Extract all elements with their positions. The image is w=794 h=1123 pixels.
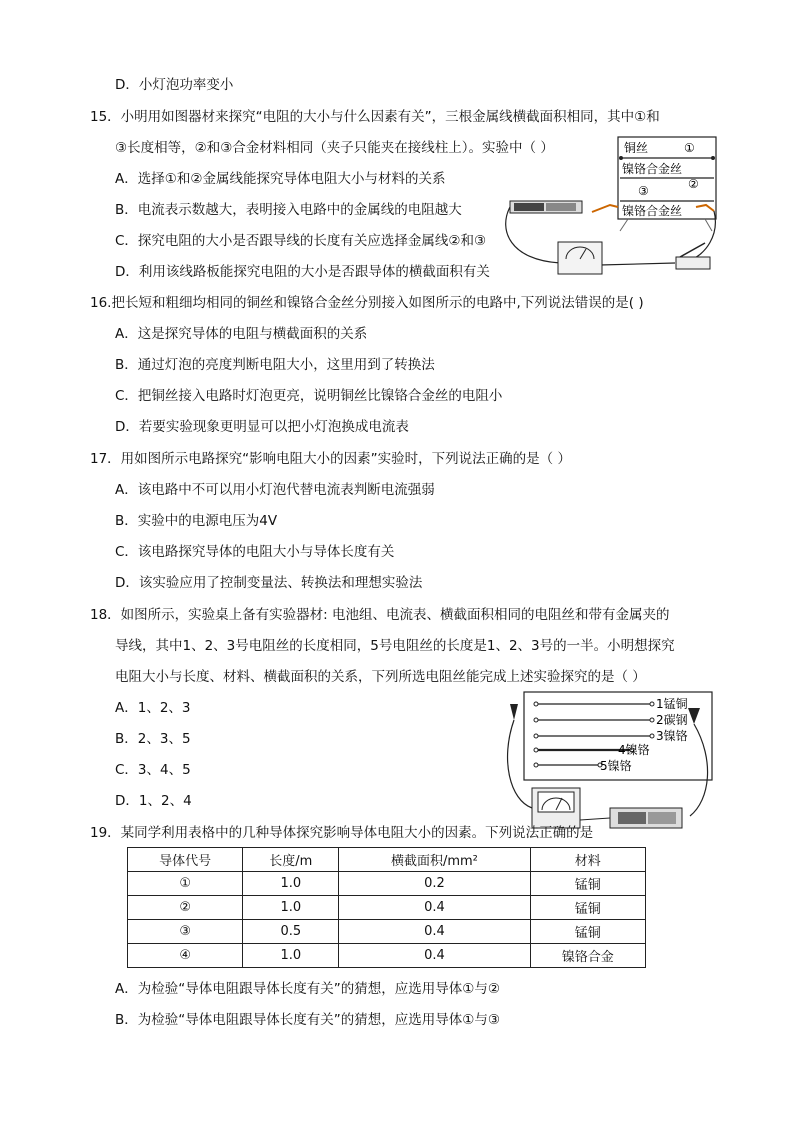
cell: 0.5 [243, 920, 339, 944]
q19-stem: 19．某同学利用表格中的几种导体探究影响导体电阻大小的因素。下列说法正确的是 [90, 825, 594, 841]
cell: 锰铜 [530, 920, 645, 944]
cell: 1.0 [243, 896, 339, 920]
q17-stem: 17．用如图所示电路探究“影响电阻大小的因素”实验时，下列说法正确的是（ ） [90, 451, 571, 467]
label-num-2: ② [688, 177, 699, 191]
cell: 1.0 [243, 944, 339, 968]
cell: 0.4 [339, 944, 530, 968]
header-conductor-code: 导体代号 [128, 848, 243, 872]
q18-option-a: A．1、2、3 [115, 700, 191, 716]
table-row [128, 872, 646, 896]
q16-stem: 16.把长短和粗细均相同的铜丝和镍铬合金丝分别接入如图所示的电路中,下列说法错误的是( ) [90, 295, 644, 311]
q19-option-b: B．为检验“导体电阻跟导体长度有关”的猜想，应选用导体①与③ [115, 1012, 500, 1028]
q17-option-b: B．实验中的电源电压为4V [115, 513, 278, 529]
header-cross-section: 横截面积/mm² [339, 848, 530, 872]
q15-stem-line2: ③长度相等，②和③合金材料相同（夹子只能夹在接线柱上）。实验中（ ） [115, 140, 554, 156]
wire-5-label: 5镍铬 [600, 759, 632, 773]
wire-4-label: 4镍铬 [618, 743, 650, 757]
switch [676, 257, 710, 269]
q19-conductor-table [127, 847, 646, 968]
table-row [128, 896, 646, 920]
q17-option-a: A．该电路中不可以用小灯泡代替电流表判断电流强弱 [115, 482, 435, 498]
cell: 1.0 [243, 872, 339, 896]
cell: 镍铬合金 [530, 944, 645, 968]
label-num-3: ③ [638, 184, 649, 198]
cell: ① [128, 872, 243, 896]
q14-option-d: D．小灯泡功率变小 [115, 77, 234, 93]
q18-option-d: D．1、2、4 [115, 793, 192, 809]
q18-stem-line1: 18．如图所示，实验桌上备有实验器材: 电池组、电流表、横截面积相同的电阻丝和带有金属夹的 [90, 607, 670, 623]
label-nichrome-1: 镍铬合金丝 [622, 162, 683, 176]
header-material: 材料 [530, 848, 645, 872]
q19-option-a: A．为检验“导体电阻跟导体长度有关”的猜想，应选用导体①与② [115, 981, 500, 997]
wire-1-label: 1锰铜 [656, 697, 688, 711]
cell: 0.4 [339, 896, 530, 920]
table-row [128, 944, 646, 968]
q18-option-c: C．3、4、5 [115, 762, 191, 778]
q15-circuit-figure [500, 135, 720, 285]
q17-option-d: D．该实验应用了控制变量法、转换法和理想实验法 [115, 575, 423, 591]
table-row [128, 920, 646, 944]
table-header-row [128, 848, 646, 872]
label-copper: 铜丝 [624, 141, 649, 155]
cell: ④ [128, 944, 243, 968]
wire-2-label: 2碳钢 [656, 713, 688, 727]
cell: 0.4 [339, 920, 530, 944]
q16-option-d: D．若要实验现象更明显可以把小灯泡换成电流表 [115, 419, 409, 435]
q15-option-b: B．电流表示数越大，表明接入电路中的金属线的电阻越大 [115, 202, 462, 218]
q15-option-d: D．利用该线路板能探究电阻的大小是否跟导体的横截面积有关 [115, 264, 490, 280]
q16-option-a: A．这是探究导体的电阻与横截面积的关系 [115, 326, 368, 342]
q17-option-c: C．该电路探究导体的电阻大小与导体长度有关 [115, 544, 395, 560]
q16-option-c: C．把铜丝接入电路时灯泡更亮，说明铜丝比镍铬合金丝的电阻小 [115, 388, 503, 404]
label-nichrome-2: 镍铬合金丝 [622, 204, 683, 218]
q15-option-c: C．探究电阻的大小是否跟导线的长度有关应选择金属线②和③ [115, 233, 487, 249]
q18-stem-line3: 电阻大小与长度、材料、横截面积的关系，下列所选电阻丝能完成上述实验探究的是（ ） [115, 669, 646, 685]
q18-option-b: B．2、3、5 [115, 731, 191, 747]
cell: 锰铜 [530, 872, 645, 896]
wire-3-label: 3镍铬 [656, 729, 688, 743]
cell: ② [128, 896, 243, 920]
cell: 锰铜 [530, 896, 645, 920]
cell: 0.2 [339, 872, 530, 896]
q16-option-b: B．通过灯泡的亮度判断电阻大小，这里用到了转换法 [115, 357, 435, 373]
label-num-1: ① [684, 141, 695, 155]
q18-resistance-wire-figure [490, 690, 720, 840]
q15-option-a: A．选择①和②金属线能探究导体电阻大小与材料的关系 [115, 171, 446, 187]
q18-stem-line2: 导线，其中1、2、3号电阻丝的长度相同，5号电阻丝的长度是1、2、3号的一半。小明想探究 [115, 638, 675, 654]
q15-stem-line1: 15．小明用如图器材来探究“电阻的大小与什么因素有关”，三根金属线横截面积相同，其中①和 [90, 109, 660, 125]
header-length: 长度/m [243, 848, 339, 872]
cell: ③ [128, 920, 243, 944]
